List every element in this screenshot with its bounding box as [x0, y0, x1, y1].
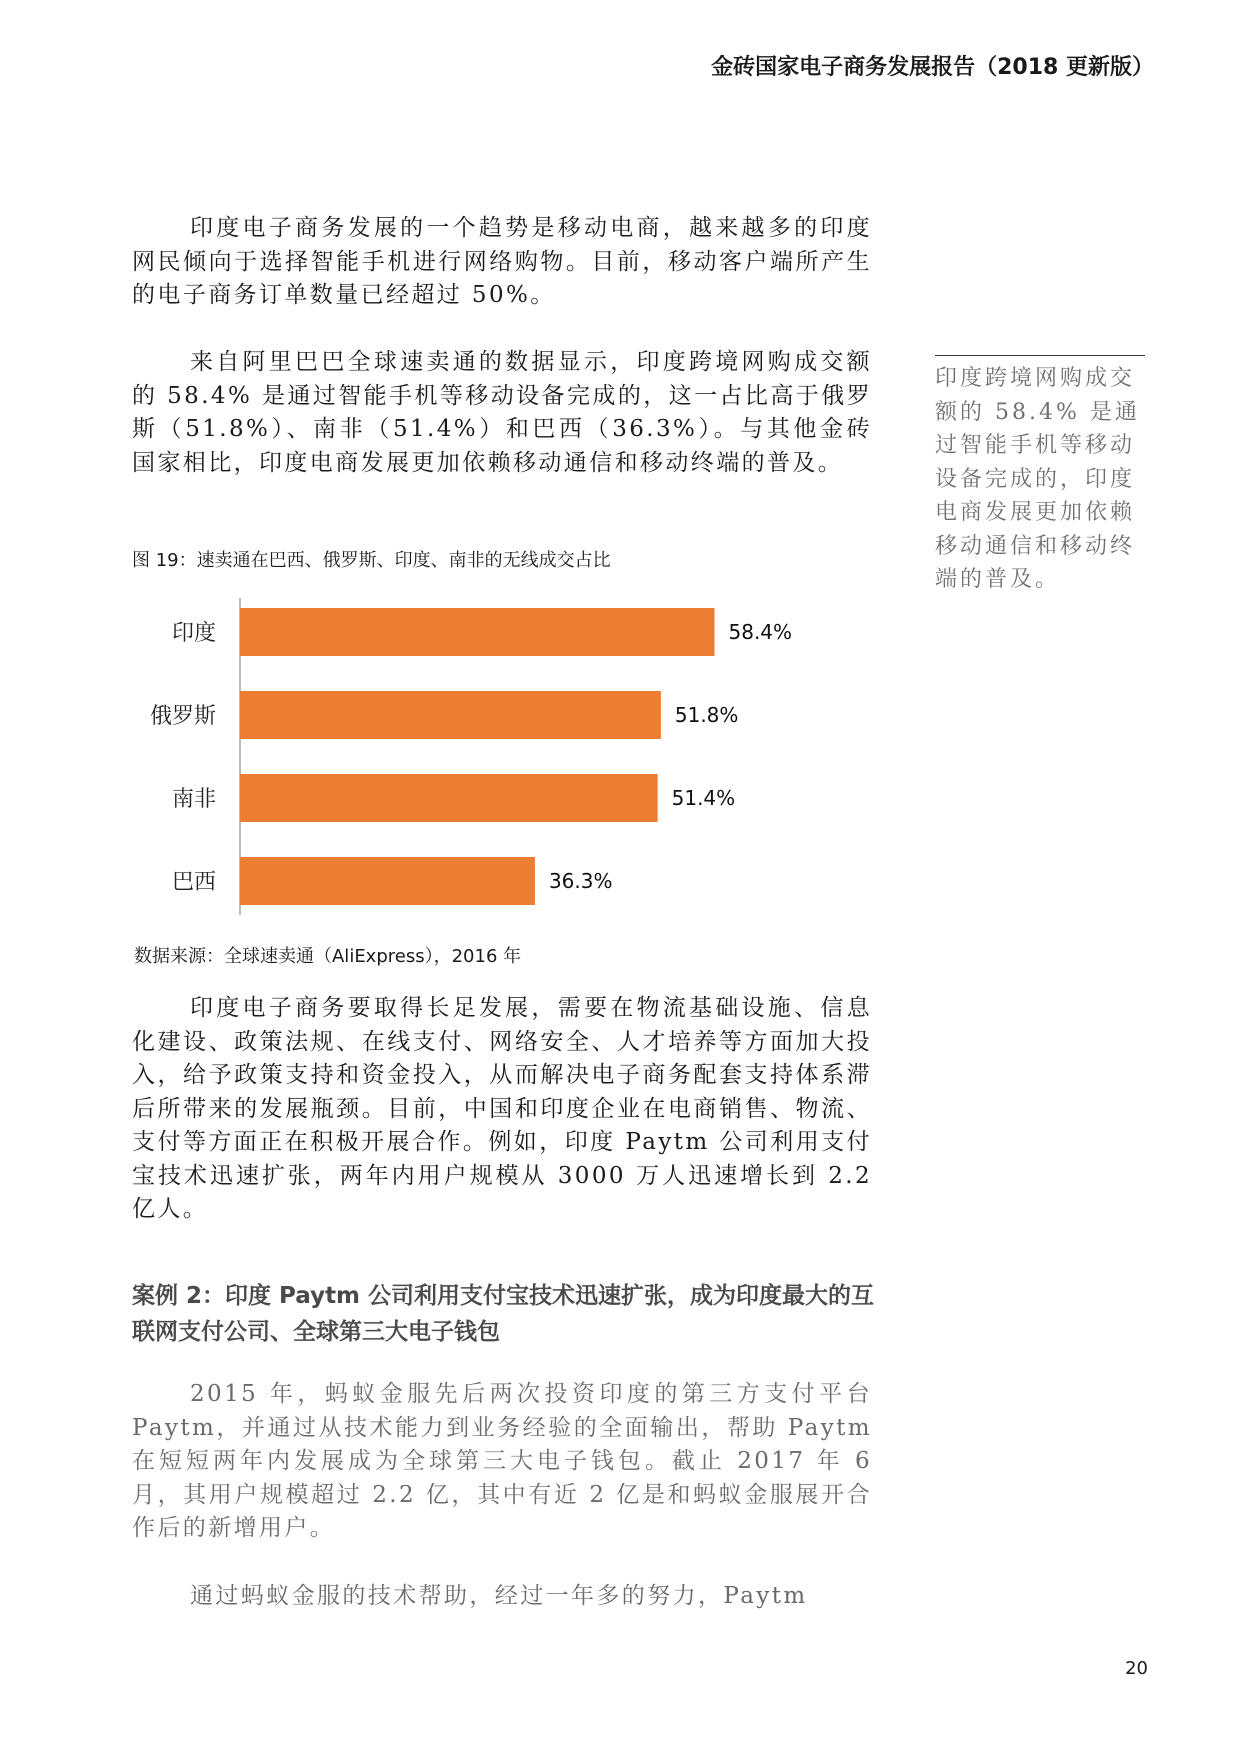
bar-1 — [240, 691, 661, 739]
case-study-title: 案例 2：印度 Paytm 公司利用支付宝技术迅速扩张，成为印度最大的互联网支付公司、全球第三大电子钱包 — [132, 1283, 875, 1345]
page-number: 20 — [1125, 1658, 1148, 1679]
data-label-2: 51.4% — [671, 786, 736, 810]
category-label-2: 南非 — [171, 787, 216, 812]
figure-caption: 图 19：速卖通在巴西、俄罗斯、印度、南非的无线成交占比 — [132, 550, 611, 571]
bar-chart — [132, 596, 892, 926]
bar-3 — [240, 857, 535, 905]
category-label-1: 俄罗斯 — [149, 704, 216, 729]
paragraph-aliexpress-data: 来自阿里巴巴全球速卖通的数据显示，印度跨境网购成交额的 58.4% 是通过智能手机等移动设备完成的，这一占比高于俄罗斯（51.8%）、南非（51.4%）和巴西（36.3%）。与其他金砖国家相比，印度电商发展更加依赖移动通信和移动终端的普及。 — [132, 349, 872, 476]
bar-2 — [240, 774, 658, 822]
report-header-title: 金砖国家电子商务发展报告（2018 更新版） — [711, 55, 1154, 80]
category-label-0: 印度 — [171, 621, 216, 646]
paragraph-case-ant-financial: 2015 年，蚂蚁金服先后两次投资印度的第三方支付平台 Paytm，并通过从技术能力到业务经验的全面输出，帮助 Paytm 在短短两年内发展成为全球第三大电子钱包。截止 2017 年 6 月，其用户规模超过 2.2 亿，其中有近 2 亿是和蚂蚁金服展开合作后的新增用户。 — [132, 1381, 872, 1541]
bar-0 — [240, 608, 715, 656]
paragraph-case-continued: 通过蚂蚁金服的技术帮助，经过一年多的努力，Paytm — [190, 1583, 808, 1609]
paragraph-mobile-commerce: 印度电子商务发展的一个趋势是移动电商，越来越多的印度网民倾向于选择智能手机进行网络购物。目前，移动客户端所产生的电子商务订单数量已经超过 50%。 — [132, 215, 872, 308]
sidebar-pull-quote: 印度跨境网购成交额的 58.4% 是通过智能手机等移动设备完成的，印度电商发展更加依赖移动通信和移动终端的普及。 — [935, 366, 1140, 592]
category-label-3: 巴西 — [171, 870, 216, 895]
sidebar-divider — [935, 355, 1145, 356]
data-label-3: 36.3% — [548, 869, 613, 893]
figure-source: 数据来源：全球速卖通（AliExpress），2016 年 — [134, 946, 522, 967]
data-label-1: 51.8% — [674, 703, 739, 727]
data-label-0: 58.4% — [728, 620, 793, 644]
paragraph-development-needs: 印度电子商务要取得长足发展，需要在物流基础设施、信息化建设、政策法规、在线支付、网络安全、人才培养等方面加大投入，给予政策支持和资金投入，从而解决电子商务配套支持体系滞后所带来的发展瓶颈。目前，中国和印度企业在电商销售、物流、支付等方面正在积极开展合作。例如，印度 Paytm 公司利用支付宝技术迅速扩张，两年内用户规模从 3000 万人迅速增长到 2.2 亿人。 — [132, 995, 872, 1222]
